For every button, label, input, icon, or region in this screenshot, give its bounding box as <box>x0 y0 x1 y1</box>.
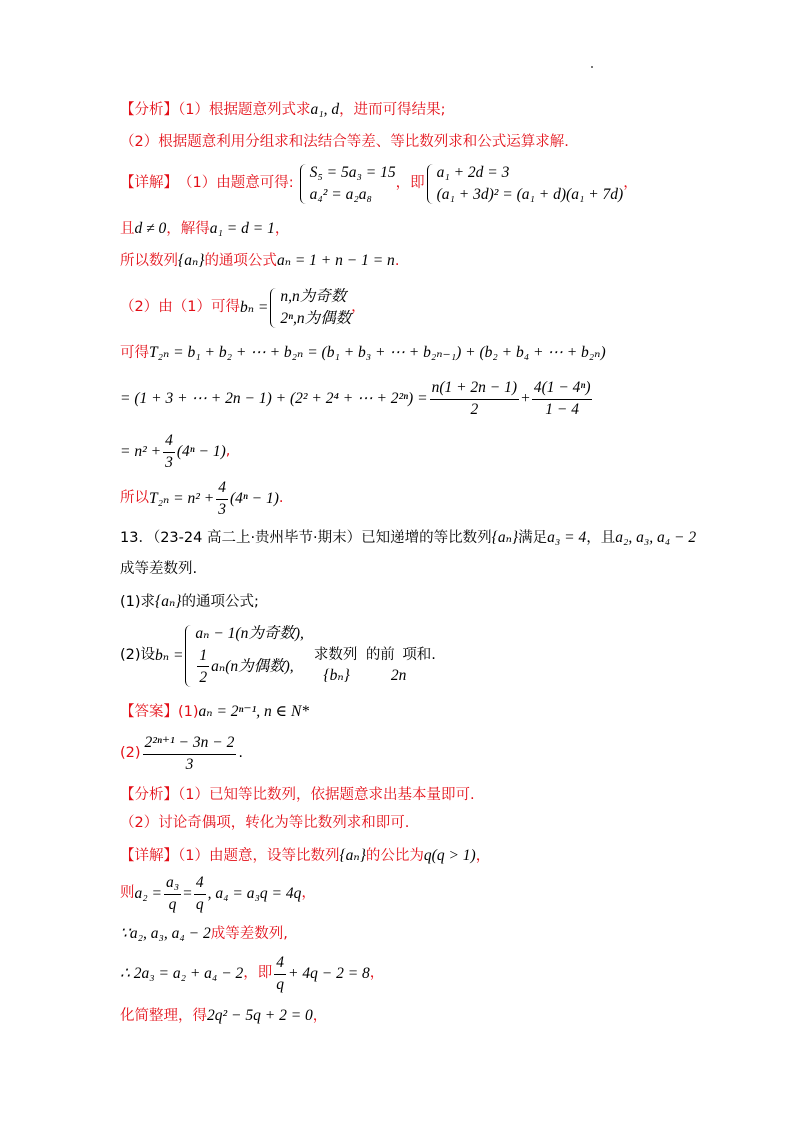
detail-1-line-2: 且d ≠ 0，解得a₁ = d = 1， <box>120 220 290 237</box>
piecewise-b-13: aₙ − 1(n为奇数), $\frac{1}{2}$ aₙ(n为偶数), <box>183 623 303 689</box>
fraction: $\frac{\text{4(1 − 4ⁿ)}}{1 - 4}$ <box>533 378 591 418</box>
answer-line-2: (2) $\frac{\text{2²ⁿ⁺¹ − 3n − 2}}{3}$ . <box>120 730 243 778</box>
detail-tag: 【详解】 <box>120 175 178 192</box>
fraction: $\frac{n(1 + 2n - 1)}{2}$ <box>431 378 518 418</box>
fraction: $\frac{4}{3}$ <box>165 431 173 471</box>
detail-2-line-1: 【详解】（1）由题意，设等比数列{aₙ}的公比为q(q > 1)， <box>120 847 491 864</box>
analysis-tag: 【分析】 <box>120 787 178 803</box>
detail-2-line-2: 则 a₂ = $\frac{\text{a₃}}{q}$ = $\frac{4}{q}$ , a₄ = a₃q = 4q ， <box>120 870 316 918</box>
analysis-1-line-2: （2）根据题意利用分组求和法结合等差、等比数列求和公式运算求解. <box>120 134 569 150</box>
piecewise-b: n,n为奇数 2ⁿ,n为偶数 <box>268 286 351 329</box>
analysis-2-line-1: 【分析】（1）已知等比数列，依据题意求出基本量即可. <box>120 787 475 803</box>
fraction: $\frac{1}{2}$ <box>199 646 208 687</box>
detail-2-line-5: 化简整理，得2q² − 5q + 2 = 0， <box>120 1007 328 1024</box>
question-13-part-1: (1)求{aₙ}的通项公式; <box>120 593 259 610</box>
equation-system-1: S₅ = 5a₃ = 15 a₄² = a₂a₈ <box>298 162 396 205</box>
question-13-part-2: (2)设 bₙ = aₙ − 1(n为奇数), $\frac{1}{2}$ aₙ(n为偶数), 求数列 {bₙ} 的前 2n 项和. <box>120 620 436 692</box>
page-dot <box>591 66 593 68</box>
answer-line-1: 【答案】(1)aₙ = 2ⁿ⁻¹, n ∈ N* <box>120 703 310 720</box>
fraction: $\frac{4}{q}$ <box>195 873 204 913</box>
detail-1-line-6: = (1 + 3 + ⋯ + 2n − 1) + (2² + 2⁴ + ⋯ + 2²ⁿ) = $\frac{n(1 + 2n - 1)}{2}$ + $\frac{\text{4(1 − 4ⁿ)}}{1 - 4}$ <box>120 376 594 422</box>
detail-1-line-4: （2）由（1）可得 bₙ = n,n为奇数 2ⁿ,n为偶数 ， <box>120 286 366 330</box>
fraction: $\frac{4}{q}$ <box>276 953 285 993</box>
analysis-2-line-2: （2）讨论奇偶项，转化为等比数列求和即可. <box>120 815 410 831</box>
question-13-line-1: 13．（23-24 高二上·贵州毕节·期末）已知递增的等比数列{aₙ}满足a₃ = 4，且a₂, a₃, a₄ − 2 <box>120 529 697 546</box>
detail-1-line-3: 所以数列{aₙ}的通项公式aₙ = 1 + n − 1 = n. <box>120 252 400 269</box>
question-13-line-2: 成等差数列. <box>120 561 198 577</box>
detail-1-line-7: = n² + $\frac{4}{3}$ (4ⁿ − 1) , <box>120 430 230 474</box>
fraction: $\frac{\text{a₃}}{q}$ <box>165 873 180 913</box>
equation-system-2: a₁ + 2d = 3 (a₁ + 3d)² = (a₁ + d)(a₁ + 7d) <box>425 162 624 205</box>
detail-1-line-5: 可得T₂ₙ = b₁ + b₂ + ⋯ + b₂ₙ = (b₁ + b₃ + ⋯ + b₂ₙ₋₁) + (b₂ + b₄ + ⋯ + b₂ₙ) <box>120 344 606 361</box>
analysis-1-line-1: 【分析】（1）根据题意列式求a₁, d，进而可得结果; <box>120 101 446 118</box>
answer-tag: 【答案】 <box>120 704 178 720</box>
detail-2-line-4: ∴ 2a₃ = a₂ + a₄ − 2 ，即 $\frac{4}{q}$ + 4q − 2 = 8 ， <box>120 950 384 998</box>
detail-1-line-1: 【详解】 （1）由题意可得: S₅ = 5a₃ = 15 a₄² = a₂a₈ ，即 a₁ + 2d = 3 (a₁ + 3d)² = (a₁ + d)(a₁ + 7d) ， <box>120 160 638 208</box>
fraction: $\frac{4}{3}$ <box>218 478 226 518</box>
fraction: $\frac{\text{2²ⁿ⁺¹ − 3n − 2}}{3}$ <box>144 733 235 773</box>
detail-1-line-8: 所以 T₂ₙ = n² + $\frac{4}{3}$ (4ⁿ − 1) . <box>120 477 284 521</box>
analysis-tag: 【分析】 <box>120 102 178 118</box>
detail-tag: 【详解】 <box>120 848 178 864</box>
detail-2-line-3: ∵a₂, a₃, a₄ − 2成等差数列, <box>120 925 288 942</box>
